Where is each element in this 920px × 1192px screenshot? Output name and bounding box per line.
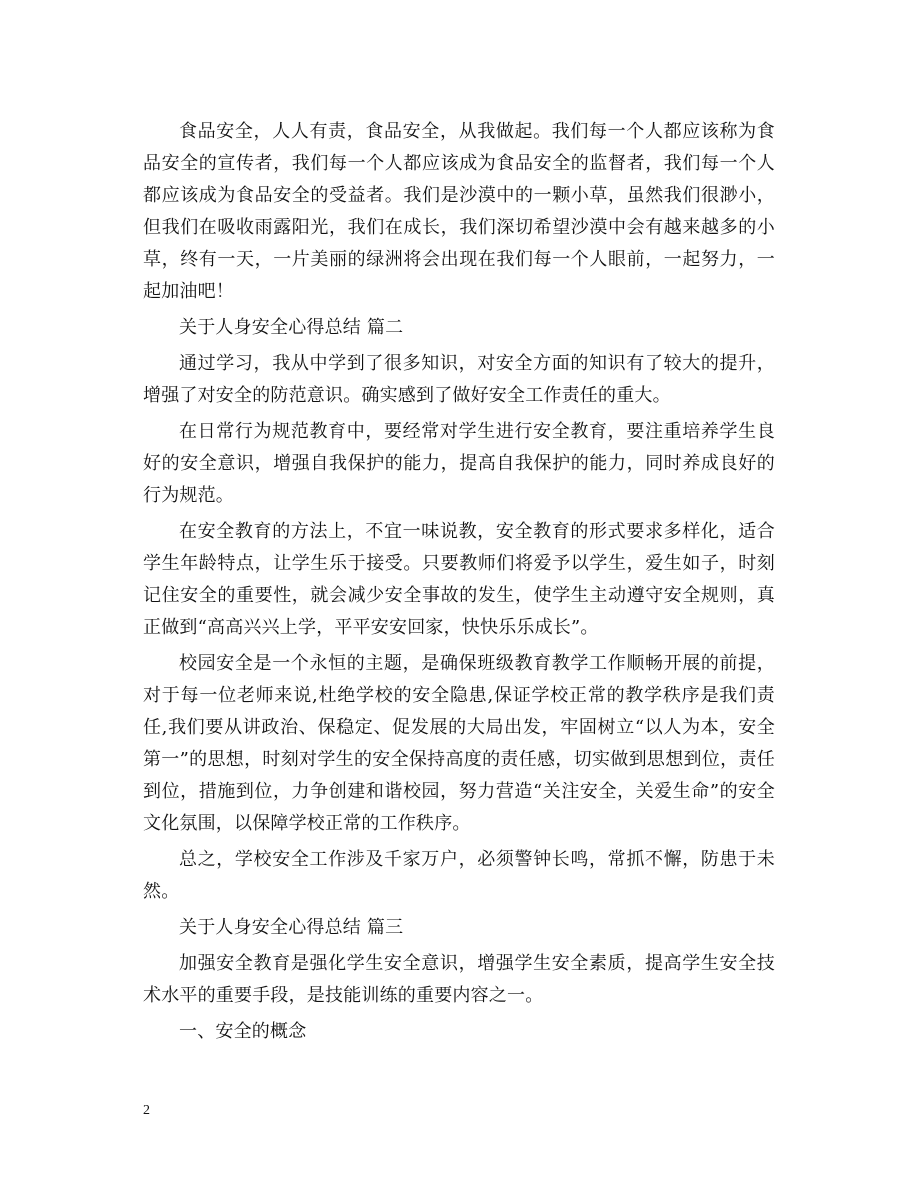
paragraph-daily-behavior: 在日常行为规范教育中，要经常对学生进行安全教育，要注重培养学生良好的安全意识，增强自我保护的能力，提高自我保护的能力，同时养成良好的行为规范。 [143,421,775,506]
document-page [143,116,775,1048]
paragraph-conclusion: 总之，学校安全工作涉及千家万户，必须警钟长鸣，常抓不懈，防患于未然。 [143,849,775,902]
paragraph-strengthen-education: 加强安全教育是强化学生安全意识，增强学生安全素质，提高学生安全技术水平的重要手段，是技能训练的重要内容之一。 [143,953,775,1006]
paragraph-education-method: 在安全教育的方法上，不宜一味说教，安全教育的形式要求多样化，适合学生年龄特点，让学生乐于接受。只要教师们将爱予以学生，爱生如子，时刻记住安全的重要性，就会减少安全事故的发生，使学生主动遵守安全规则，真正做到“高高兴兴上学，平平安安回家，快快乐乐成长”。 [143,521,775,638]
page-number: 2 [143,1103,150,1118]
paragraph-campus-safety: 校园安全是一个永恒的主题，是确保班级教育教学工作顺畅开展的前提，对于每一位老师来说,杜绝学校的安全隐患,保证学校正常的教学秩序是我们责任,我们要从讲政治、保稳定、促发展的大局出发，牢固树立“以人为本，安全第一”的思想，时刻对学生的安全保持高度的责任感，切实做到思想到位，责任到位，措施到位，力争创建和谐校园，努力营造“关注安全，关爱生命”的安全文化氛围，以保障学校正常的工作秩序。 [143,653,775,834]
paragraph-learning: 通过学习，我从中学到了很多知识，对安全方面的知识有了较大的提升，增强了对安全的防范意识。确实感到了做好安全工作责任的重大。 [143,353,775,406]
section-heading-part-three: 关于人身安全心得总结 篇三 [179,917,404,938]
subheading-safety-concept: 一、安全的概念 [179,1021,307,1042]
section-heading-part-two: 关于人身安全心得总结 篇二 [179,317,404,338]
paragraph-food-safety: 食品安全，人人有责，食品安全，从我做起。我们每一个人都应该称为食品安全的宣传者，我们每一个人都应该成为食品安全的监督者，我们每一个人都应该成为食品安全的受益者。我们是沙漠中的一颗小草，虽然我们很渺小，但我们在吸收雨露阳光，我们在成长，我们深切希望沙漠中会有越来越多的小草，终有一天，一片美丽的绿洲将会出现在我们每一个人眼前，一起努力，一起加油吧！ [143,121,775,302]
